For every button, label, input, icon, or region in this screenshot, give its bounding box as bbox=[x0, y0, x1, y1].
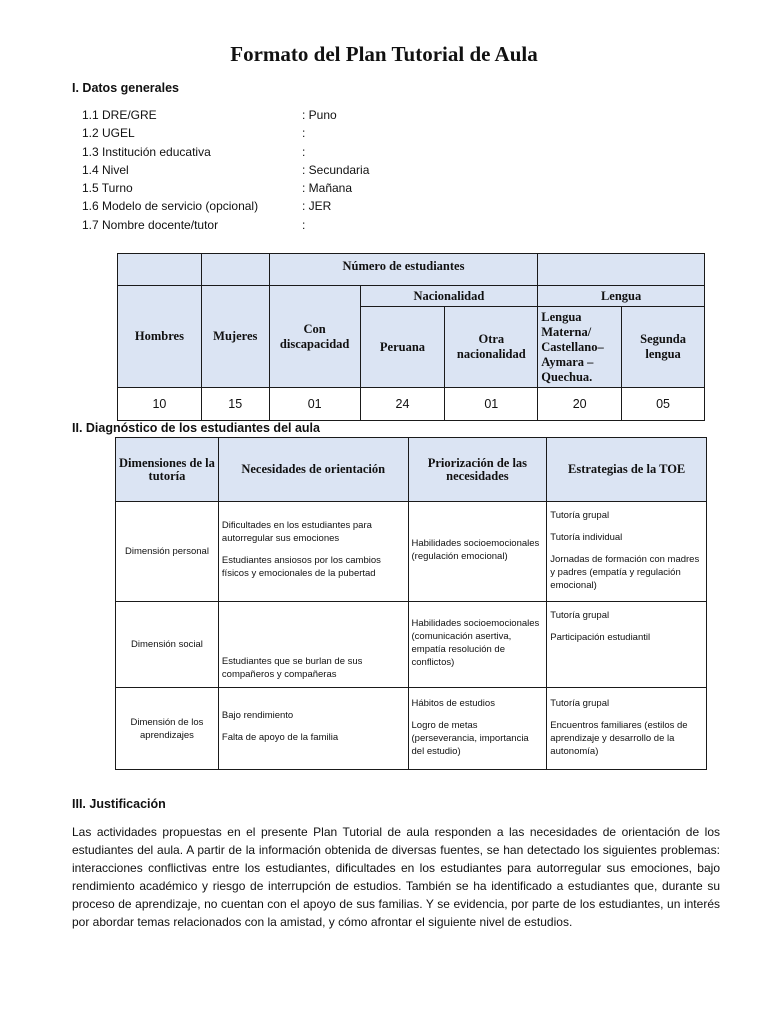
col-discapacidad: Con discapacidad bbox=[269, 286, 360, 388]
col-mujeres: Mujeres bbox=[201, 286, 269, 388]
estrategias-cell bbox=[547, 502, 707, 602]
list-item: Tutoría grupal bbox=[550, 698, 610, 709]
list-item: Participación estudiantil bbox=[550, 632, 651, 643]
row-value: : bbox=[302, 126, 306, 141]
value-segunda-lengua: 05 bbox=[622, 388, 705, 421]
dimension-cell: Dimensión social bbox=[116, 602, 219, 688]
students-table bbox=[117, 253, 705, 421]
list-item: Habilidades socioemocionales (regulación emocional) bbox=[411, 538, 540, 562]
list-item: Jornadas de formación con madres y padres (empatía y regulación emocional) bbox=[550, 554, 700, 591]
table-row bbox=[116, 688, 707, 770]
value-peruana: 24 bbox=[360, 388, 445, 421]
list-item: Estudiantes que se burlan de sus compañeros y compañeras bbox=[221, 656, 363, 680]
dimension-cell: Dimensión de los aprendizajes bbox=[116, 688, 219, 770]
list-item: Falta de apoyo de la familia bbox=[221, 732, 339, 743]
row-value: : JER bbox=[302, 199, 332, 214]
estrategias-cell bbox=[547, 688, 707, 770]
list-item: Encuentros familiares (estilos de aprendizaje y desarrollo de la autonomía) bbox=[550, 720, 688, 757]
list-item: Tutoría grupal bbox=[550, 510, 610, 521]
list-item: Habilidades socioemocionales (comunicación asertiva, empatía resolución de conflictos) bbox=[411, 618, 540, 668]
table-row bbox=[116, 502, 707, 602]
students-count-header: Número de estudiantes bbox=[269, 254, 538, 286]
lengua-header: Lengua bbox=[538, 286, 705, 307]
header-empty-cell bbox=[538, 254, 705, 286]
list-item: Hábitos de estudios bbox=[411, 698, 495, 709]
row-label: 1.1 DRE/GRE bbox=[82, 108, 157, 122]
justification-paragraph: Las actividades propuestas en el presente Plan Tutorial de aula responden a las necesidades de orientación de los estudiantes del aula. A partir de la información obtenida de diversas fuentes, se han detectado los siguientes problemas: interacciones conflictivas entre los estudiantes, dificultades en los estudiantes para autorregular sus emociones, bajo rendimiento académico y riesgo de interrupción de estudios. También se ha identificado a estudiantes que, durante su proceso de aprendizaje, no cuentan con el apoyo de sus familias. Y se evidencia, por parte de los estudiantes, un interés por abordar temas relacionados con la amistad, y cómo afrontar el siguiente nivel de estudios. bbox=[72, 825, 720, 929]
list-item: Bajo rendimiento bbox=[221, 710, 294, 721]
value-hombres: 10 bbox=[118, 388, 202, 421]
header-priorizacion: Priorización de las necesidades bbox=[408, 438, 547, 502]
diagnosis-table bbox=[115, 437, 707, 770]
header-empty-cell bbox=[201, 254, 269, 286]
value-lengua-materna: 20 bbox=[538, 388, 622, 421]
necesidades-cell bbox=[218, 688, 408, 770]
header-necesidades: Necesidades de orientación bbox=[218, 438, 408, 502]
value-discapacidad: 01 bbox=[269, 388, 360, 421]
row-label: 1.6 Modelo de servicio (opcional) bbox=[82, 199, 259, 214]
value-mujeres: 15 bbox=[201, 388, 269, 421]
header-empty-cell bbox=[118, 254, 202, 286]
row-label: 1.3 Institución educativa bbox=[82, 144, 211, 159]
priorizacion-cell bbox=[408, 602, 547, 688]
row-value: : Puno bbox=[302, 108, 337, 122]
row-label: 1.4 Nivel bbox=[82, 162, 129, 177]
section-3-heading: III. Justificación bbox=[72, 797, 166, 811]
col-peruana: Peruana bbox=[360, 307, 445, 388]
list-item: Logro de metas (perseverancia, importancia del estudio) bbox=[411, 720, 529, 757]
nacionalidad-header: Nacionalidad bbox=[360, 286, 538, 307]
necesidades-cell bbox=[218, 602, 408, 688]
list-item: Tutoría grupal bbox=[550, 610, 610, 621]
priorizacion-cell bbox=[408, 688, 547, 770]
row-label: 1.5 Turno bbox=[82, 181, 133, 196]
estrategias-cell bbox=[547, 602, 707, 688]
row-value: : Mañana bbox=[302, 181, 353, 196]
row-value: : bbox=[302, 144, 306, 159]
necesidades-cell bbox=[218, 502, 408, 602]
document-title: Formato del Plan Tutorial de Aula bbox=[230, 42, 538, 66]
col-lengua-materna: Lengua Materna/ Castellano– Aymara – Quechua. bbox=[538, 307, 622, 388]
section-1-heading: I. Datos generales bbox=[72, 81, 179, 95]
col-otra-nacionalidad: Otra nacionalidad bbox=[445, 307, 538, 388]
row-value: : Secundaria bbox=[302, 162, 370, 177]
header-estrategias: Estrategias de la TOE bbox=[547, 438, 707, 502]
list-item: Tutoría individual bbox=[550, 532, 623, 543]
table-row bbox=[116, 602, 707, 688]
col-segunda-lengua: Segunda lengua bbox=[622, 307, 705, 388]
list-item: Dificultades en los estudiantes para autorregular sus emociones bbox=[221, 520, 372, 544]
row-label: 1.2 UGEL bbox=[82, 126, 135, 141]
list-item: Estudiantes ansiosos por los cambios físicos y emocionales de la pubertad bbox=[221, 555, 381, 579]
row-value: : bbox=[302, 217, 306, 232]
priorizacion-cell bbox=[408, 502, 547, 602]
header-dimensiones: Dimensiones de la tutoría bbox=[116, 438, 219, 502]
dimension-cell: Dimensión personal bbox=[116, 502, 219, 602]
row-label: 1.7 Nombre docente/tutor bbox=[82, 217, 219, 232]
col-hombres: Hombres bbox=[118, 286, 202, 388]
value-otra-nacionalidad: 01 bbox=[445, 388, 538, 421]
section-2-heading: II. Diagnóstico de los estudiantes del aula bbox=[72, 421, 320, 435]
